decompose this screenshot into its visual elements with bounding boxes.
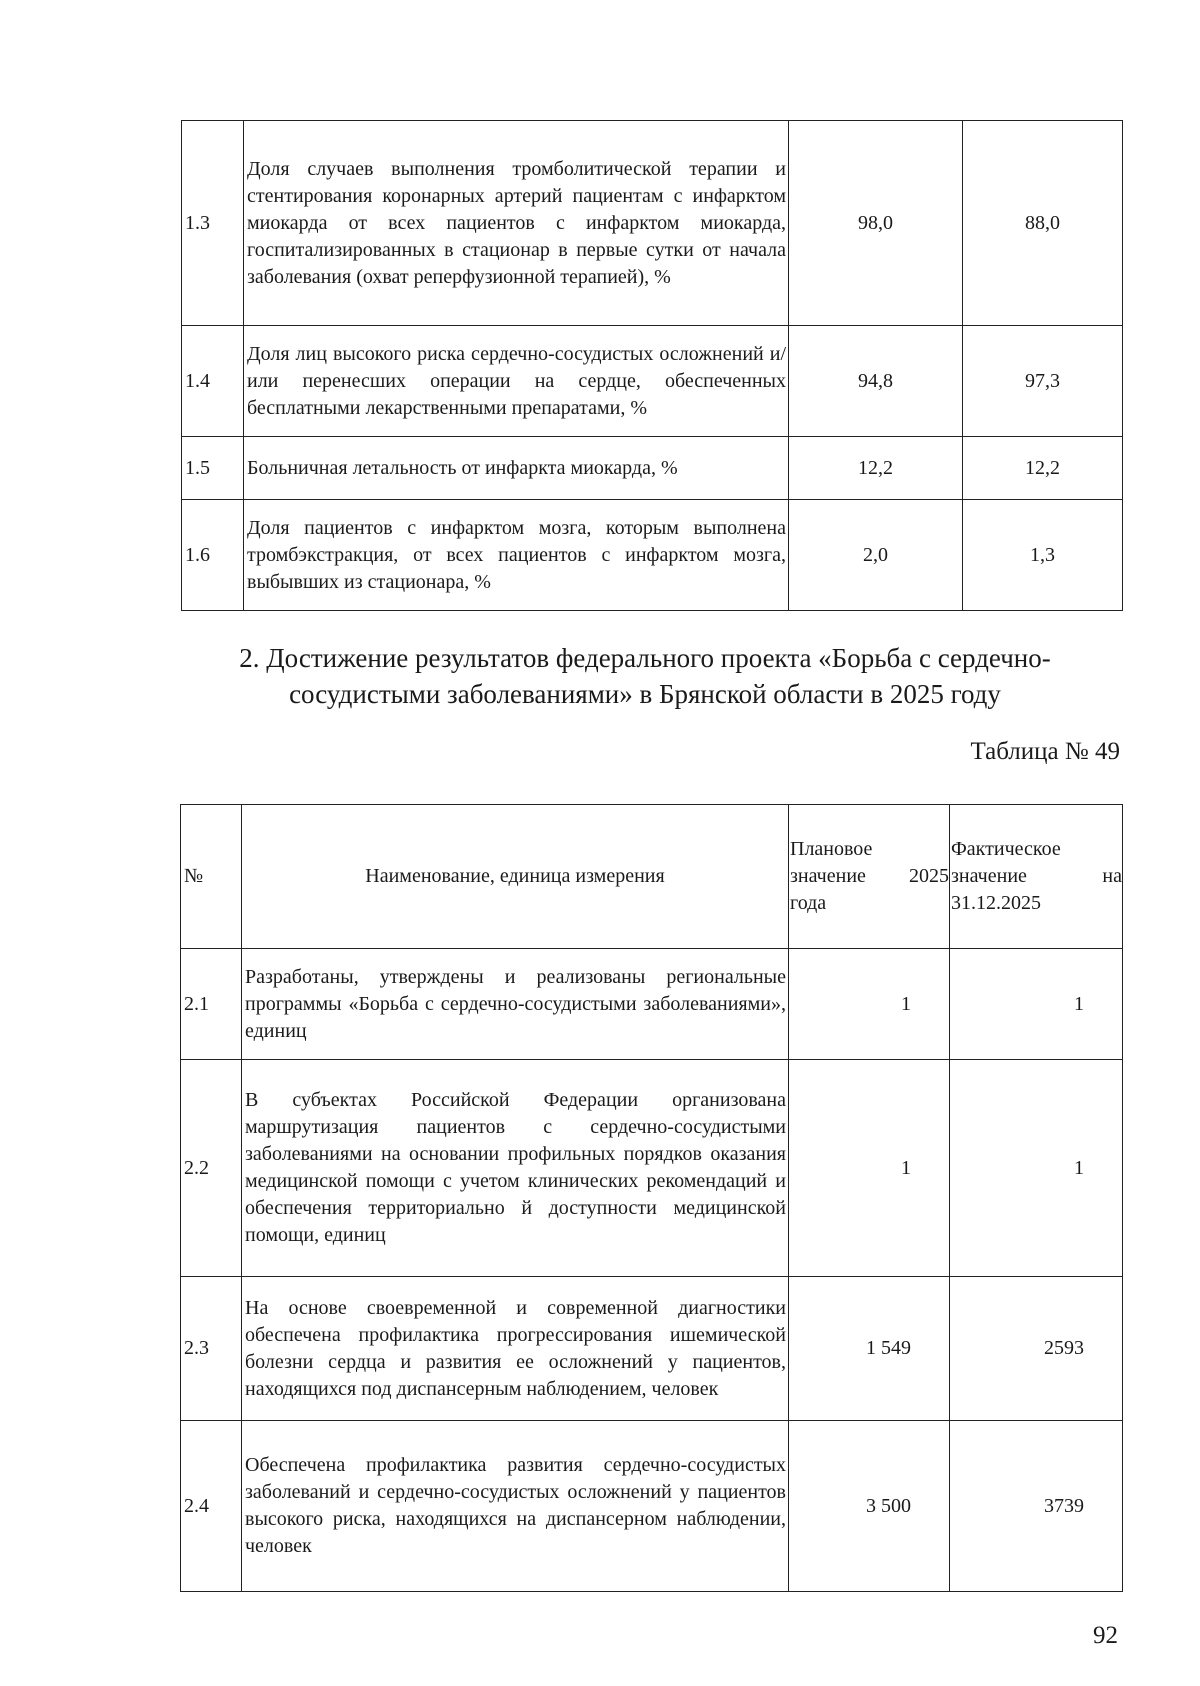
table-row: [182, 121, 1123, 326]
table-header-row: [181, 805, 1123, 949]
row-number: 2.2: [181, 1060, 242, 1277]
indicator-name: Доля случаев выполнения тромболитической терапии и стентирования коронарных артерий пациентам с инфарктом миокарда от всех пациентов с инфарктом миокарда, госпитализированных в стационар в первые сутки от начала заболевания (охват реперфузионной терапией), %: [244, 121, 789, 326]
indicators-table-2: [180, 804, 1123, 1592]
plan-value: 1: [789, 1060, 950, 1277]
indicator-name: В субъектах Российской Федерации организована маршрутизация пациентов с сердечно-сосудистыми заболеваниями на основании профильных порядков оказания медицинской помощи с учетом клинических рекомендаций и обеспечения территориально й доступности медицинской помощи, единиц: [242, 1060, 789, 1277]
table-row: [181, 1277, 1123, 1421]
table-label: Таблица № 49: [970, 738, 1120, 765]
fact-value: 88,0: [963, 121, 1123, 326]
plan-value: 3 500: [789, 1421, 950, 1592]
indicator-name: Доля пациентов с инфарктом мозга, которым выполнена тромбэкстракция, от всех пациентов с инфарктом мозга, выбывших из стационара, %: [244, 500, 789, 611]
table-row: [182, 500, 1123, 611]
header-number: №: [181, 805, 242, 949]
plan-value: 98,0: [789, 121, 963, 326]
row-number: 1.3: [182, 121, 244, 326]
table-row: [182, 326, 1123, 437]
header-plan: Плановое значение 2025 года: [789, 805, 950, 949]
row-number: 1.6: [182, 500, 244, 611]
page-number: 92: [1093, 1622, 1118, 1649]
table-row: [182, 437, 1123, 500]
indicator-name: Разработаны, утверждены и реализованы региональные программы «Борьба с сердечно-сосудистыми заболеваниями», единиц: [242, 949, 789, 1060]
plan-value: 12,2: [789, 437, 963, 500]
fact-value: 2593: [950, 1277, 1123, 1421]
indicators-table-1: [181, 120, 1123, 611]
fact-value: 12,2: [963, 437, 1123, 500]
table-row: [181, 1421, 1123, 1592]
fact-value: 1: [950, 949, 1123, 1060]
row-number: 1.5: [182, 437, 244, 500]
table-row: [181, 1060, 1123, 1277]
row-number: 2.3: [181, 1277, 242, 1421]
table-row: [181, 949, 1123, 1060]
section-heading: 2. Достижение результатов федерального проекта «Борьба с сердечно-сосудистыми заболеваниями» в Брянской области в 2025 году: [239, 643, 1051, 709]
fact-value: 97,3: [963, 326, 1123, 437]
fact-value: 3739: [950, 1421, 1123, 1592]
plan-value: 2,0: [789, 500, 963, 611]
row-number: 2.4: [181, 1421, 242, 1592]
row-number: 2.1: [181, 949, 242, 1060]
fact-value: 1: [950, 1060, 1123, 1277]
plan-value: 1 549: [789, 1277, 950, 1421]
indicator-name: Больничная летальность от инфаркта миокарда, %: [244, 437, 789, 500]
plan-value: 1: [789, 949, 950, 1060]
indicator-name: Обеспечена профилактика развития сердечно-сосудистых заболеваний и сердечно-сосудистых осложнений у пациентов высокого риска, находящихся на диспансерном наблюдении, человек: [242, 1421, 789, 1592]
plan-value: 94,8: [789, 326, 963, 437]
indicator-name: Доля лиц высокого риска сердечно-сосудистых осложнений и/или перенесших операции на сердце, обеспеченных бесплатными лекарственными препаратами, %: [244, 326, 789, 437]
indicator-name: На основе своевременной и современной диагностики обеспечена профилактика прогрессирования ишемической болезни сердца и развития ее осложнений у пациентов, находящихся под диспансерным наблюдением, человек: [242, 1277, 789, 1421]
header-fact: Фактическое значение на 31.12.2025: [950, 805, 1123, 949]
header-name: Наименование, единица измерения: [242, 805, 789, 949]
fact-value: 1,3: [963, 500, 1123, 611]
row-number: 1.4: [182, 326, 244, 437]
